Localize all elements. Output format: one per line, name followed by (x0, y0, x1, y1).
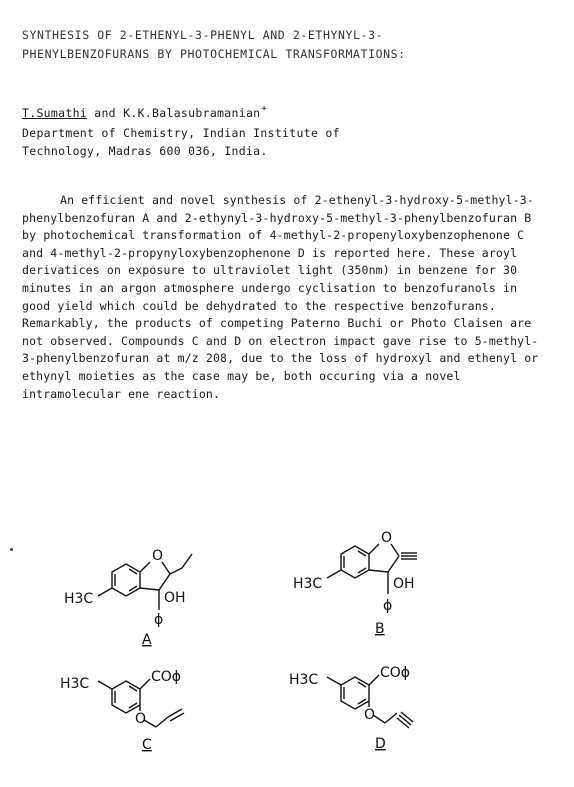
second-author: K.K.Balasubramanian (123, 106, 261, 120)
author-conjunction: and (87, 106, 124, 120)
abstract-text: An efficient and novel synthesis of 2-ethenyl-3-hydroxy-5-methyl-3-phenylbenzofuran A and 2-ethynyl-3-hydroxy-5-methyl-3-phenylbenzofuran B by photochemical transformation of 4-methyl-2-propenyloxybenzophenone C and 4-methyl-2-propynyloxybenzophenone D is reported here. These aroyl derivatices on exposure to ultraviolet light (350nm) in benzene for 30 minutes in an argon atmosphere undergo cyclisation to benzofuranols in good yield which could be dehydrated to the respective benzofurans. Remarkably, the products of competing Paterno Buchi or Photo Claisen are not observed. Compounds C and D on electron impact gave rise to 5-methyl-3-phenylbenzofuran at m/z 208, due to the loss of hydroxyl and ethenyl or ethynyl moieties as the case may be, both occuring via a novel intramolecular ene reaction. (22, 193, 539, 401)
compound-label-d: D (375, 736, 386, 752)
affiliation-line-2: Technology, Madras 600 036, India. (22, 144, 268, 158)
methyl-group: H3C (60, 676, 90, 692)
phenyl-symbol: ϕ (383, 598, 393, 614)
benzene-ring (112, 564, 140, 596)
first-author: T.Sumathi (22, 106, 88, 120)
ether-oxygen: O (135, 711, 147, 727)
carbonyl-group: COϕ (151, 669, 182, 685)
speck-mark (10, 548, 13, 551)
compound-label-b: B (375, 621, 385, 637)
structure-c (58, 665, 218, 775)
author-line (22, 104, 562, 124)
ring-oxygen: O (381, 530, 393, 546)
affiliation-line-1: Department of Chemistry, Indian Institute of (22, 126, 340, 140)
abstract (22, 192, 542, 403)
paper-title (22, 26, 562, 64)
carbonyl-group: COϕ (380, 665, 411, 681)
compound-label-a: A (142, 632, 152, 648)
structure-d (287, 657, 457, 767)
corresponding-mark: + (261, 104, 268, 114)
structure-b (287, 522, 457, 647)
methyl-group: H3C (64, 591, 94, 607)
hydroxyl-group: OH (393, 576, 415, 592)
compound-label-c: C (142, 737, 152, 753)
benzene-ring (112, 681, 140, 713)
title-line-2: PHENYLBENZOFURANS BY PHOTOCHEMICAL TRANSFORMATIONS: (22, 47, 406, 61)
phenyl-symbol: ϕ (154, 612, 164, 628)
structure-a (58, 540, 218, 655)
benzene-ring (341, 677, 369, 709)
hydroxyl-group: OH (164, 590, 186, 606)
benzene-ring (341, 546, 369, 578)
ring-oxygen: O (152, 548, 164, 564)
title-line-1: SYNTHESIS OF 2-ETHENYL-3-PHENYL AND 2-ETHYNYL-3- (22, 28, 384, 42)
ether-oxygen: O (364, 707, 376, 723)
methyl-group: H3C (289, 672, 319, 688)
methyl-group: H3C (293, 576, 323, 592)
author-block (22, 104, 562, 160)
